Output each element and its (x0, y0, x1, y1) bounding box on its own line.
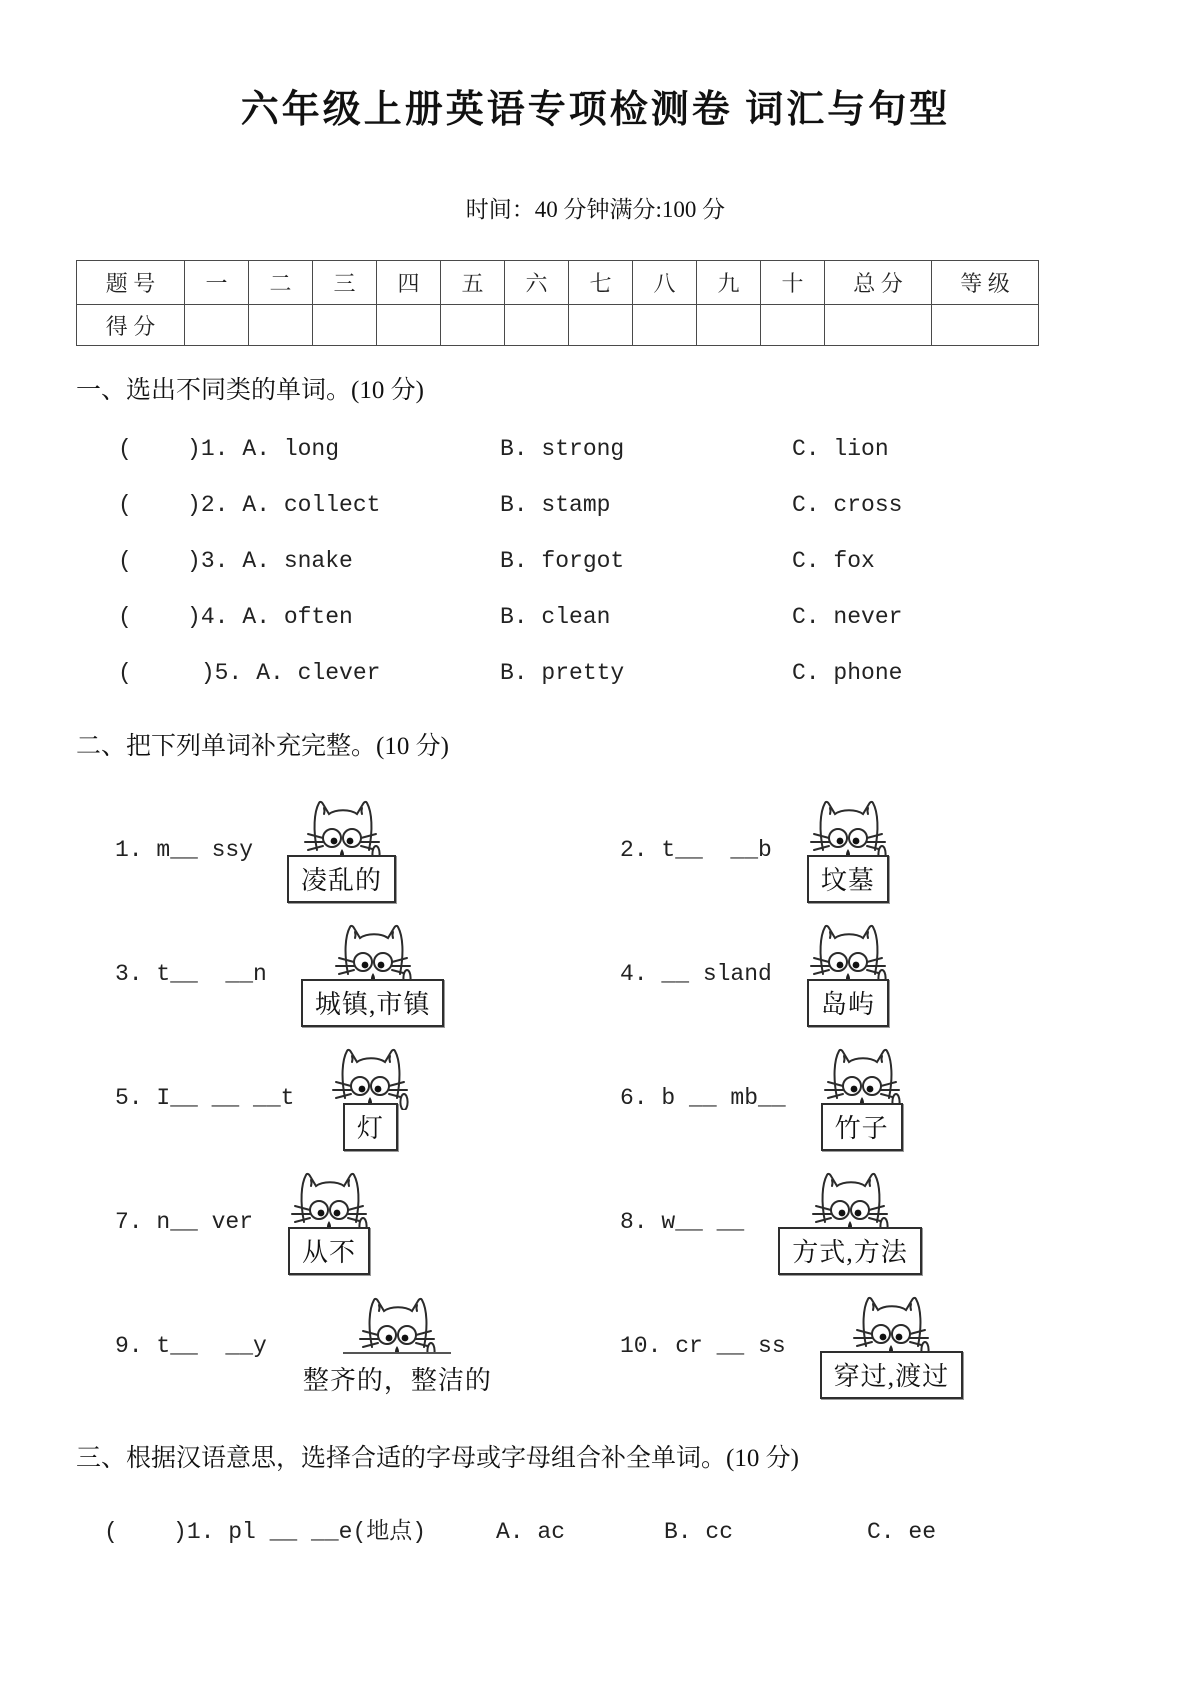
cat-icon (300, 798, 384, 862)
cat-sign (301, 922, 445, 1027)
answer-blank: ( )3. (118, 548, 229, 574)
answer-blank: ( )5. (118, 660, 243, 686)
option-b: B. strong (500, 436, 625, 462)
cat-sign (806, 798, 890, 903)
option-a: ( )5. A. clever (118, 660, 381, 686)
page-title: 六年级上册英语专项检测卷 词汇与句型 (240, 89, 951, 131)
cat-sign (287, 798, 396, 903)
word-with-blank: 5. I__ __ __t (115, 1085, 295, 1111)
cat-icon (808, 1170, 892, 1234)
letter-choice-item-1 (104, 1512, 1191, 1545)
option-c: C. ee (867, 1519, 937, 1545)
score-table (76, 260, 1039, 346)
fill-word-item-8 (620, 1160, 1191, 1284)
header-cell-9: 九 (697, 261, 761, 305)
gloss-sign: 城镇,市镇 (301, 979, 445, 1027)
gloss-sign: 竹子 (821, 1103, 903, 1151)
option-b: B. cc (664, 1519, 734, 1545)
gloss-sign: 岛屿 (807, 979, 889, 1027)
fill-word-item-2 (620, 788, 1191, 912)
time-score-line: 时间：40 分钟满分:100 分 (465, 197, 726, 222)
header-cell-grade: 等 级 (932, 261, 1039, 305)
word-with-blank: 6. b __ mb__ (620, 1085, 786, 1111)
header-cell-total: 总 分 (825, 261, 932, 305)
word-with-blank: 1. m__ ssy (115, 837, 254, 863)
cat-icon (820, 1046, 904, 1110)
gloss-sign: 从不 (288, 1227, 370, 1275)
cat-icon (355, 1295, 439, 1359)
section3-heading: 三、根据汉语意思，选择合适的字母或字母组合补全单词。(10 分) (76, 1445, 799, 1472)
cat-icon (806, 922, 890, 986)
score-table-header-row (77, 261, 1039, 305)
option-a: ( )3. A. snake (118, 548, 353, 574)
header-cell-3: 三 (313, 261, 377, 305)
gloss-sign: 穿过,渡过 (820, 1351, 964, 1399)
header-cell-4: 四 (377, 261, 441, 305)
cat-sign (287, 1170, 371, 1275)
section3-items (104, 1512, 1191, 1545)
gloss-sign: 灯 (343, 1103, 398, 1151)
cat-sign (806, 922, 890, 1027)
word-with-blank: ( )1. pl __ __e(地点) (104, 1519, 427, 1545)
option-a: ( )2. A. collect (118, 492, 381, 518)
option-b: B. pretty (500, 660, 625, 686)
word-with-blank: 8. w__ __ (620, 1209, 745, 1235)
header-cell-5: 五 (441, 261, 505, 305)
option-a: ( )4. A. often (118, 604, 353, 630)
option-c: C. lion (792, 436, 889, 462)
score-row-label: 得 分 (77, 305, 185, 346)
score-table-score-row (77, 305, 1039, 346)
option-c: C. never (792, 604, 903, 630)
score-cell (633, 305, 697, 346)
fill-word-item-5 (115, 1036, 620, 1160)
score-cell (505, 305, 569, 346)
cat-sign (778, 1170, 922, 1275)
option-b: B. clean (500, 604, 611, 630)
section2-items (115, 788, 1191, 1408)
answer-blank: ( )2. (118, 492, 229, 518)
fill-word-item-6 (620, 1036, 1191, 1160)
score-cell (761, 305, 825, 346)
word-with-blank: 9. t__ __y (115, 1333, 267, 1359)
cat-icon (328, 1046, 412, 1110)
fill-word-item-3 (115, 912, 620, 1036)
option-b: B. forgot (500, 548, 625, 574)
score-cell (441, 305, 505, 346)
fill-word-item-1 (115, 788, 620, 912)
header-cell-8: 八 (633, 261, 697, 305)
choice-item-1 (118, 436, 1191, 462)
cat-sign (820, 1046, 904, 1151)
choice-item-4 (118, 604, 1191, 630)
score-cell (569, 305, 633, 346)
fill-word-item-4 (620, 912, 1191, 1036)
choice-item-5 (118, 660, 1191, 686)
gloss-sign: 方式,方法 (778, 1227, 922, 1275)
word-with-blank: 10. cr __ ss (620, 1333, 786, 1359)
word-with-blank: 2. t__ __b (620, 837, 772, 863)
word-with-blank: 7. n__ ver (115, 1209, 254, 1235)
header-cell-question-number: 题 号 (77, 261, 185, 305)
header-cell-6: 六 (505, 261, 569, 305)
cat-icon (806, 798, 890, 862)
score-cell (932, 305, 1039, 346)
cat-sign (328, 1046, 412, 1151)
section1-heading: 一、选出不同类的单词。(10 分) (76, 377, 424, 404)
cat-icon (287, 1170, 371, 1234)
option-a: ( )1. A. long (118, 436, 340, 462)
fill-word-item-9 (115, 1284, 620, 1408)
choice-item-2 (118, 492, 1191, 518)
header-cell-10: 十 (761, 261, 825, 305)
gloss-text: 整齐的，整洁的 (301, 1354, 494, 1397)
section2-heading: 二、把下列单词补充完整。(10 分) (76, 733, 449, 760)
option-c: C. cross (792, 492, 903, 518)
choice-item-3 (118, 548, 1191, 574)
score-cell (377, 305, 441, 346)
score-cell (313, 305, 377, 346)
header-cell-7: 七 (569, 261, 633, 305)
option-c: C. fox (792, 548, 875, 574)
cat-icon (849, 1294, 933, 1358)
option-b: B. stamp (500, 492, 611, 518)
option-c: C. phone (792, 660, 903, 686)
gloss-sign: 凌乱的 (287, 855, 396, 903)
answer-blank: ( )1. (118, 436, 229, 462)
gloss-sign: 坟墓 (807, 855, 889, 903)
section1-items (118, 436, 1191, 686)
score-cell (249, 305, 313, 346)
fill-word-item-10 (620, 1284, 1191, 1408)
cat-sign (301, 1295, 494, 1397)
score-cell (185, 305, 249, 346)
option-a: A. ac (496, 1519, 566, 1545)
cat-sign (820, 1294, 964, 1399)
score-cell (825, 305, 932, 346)
fill-word-item-7 (115, 1160, 620, 1284)
header-cell-1: 一 (185, 261, 249, 305)
word-with-blank: 3. t__ __n (115, 961, 267, 987)
word-with-blank: 4. __ sland (620, 961, 772, 987)
header-cell-2: 二 (249, 261, 313, 305)
answer-blank: ( )4. (118, 604, 229, 630)
cat-icon (331, 922, 415, 986)
score-cell (697, 305, 761, 346)
